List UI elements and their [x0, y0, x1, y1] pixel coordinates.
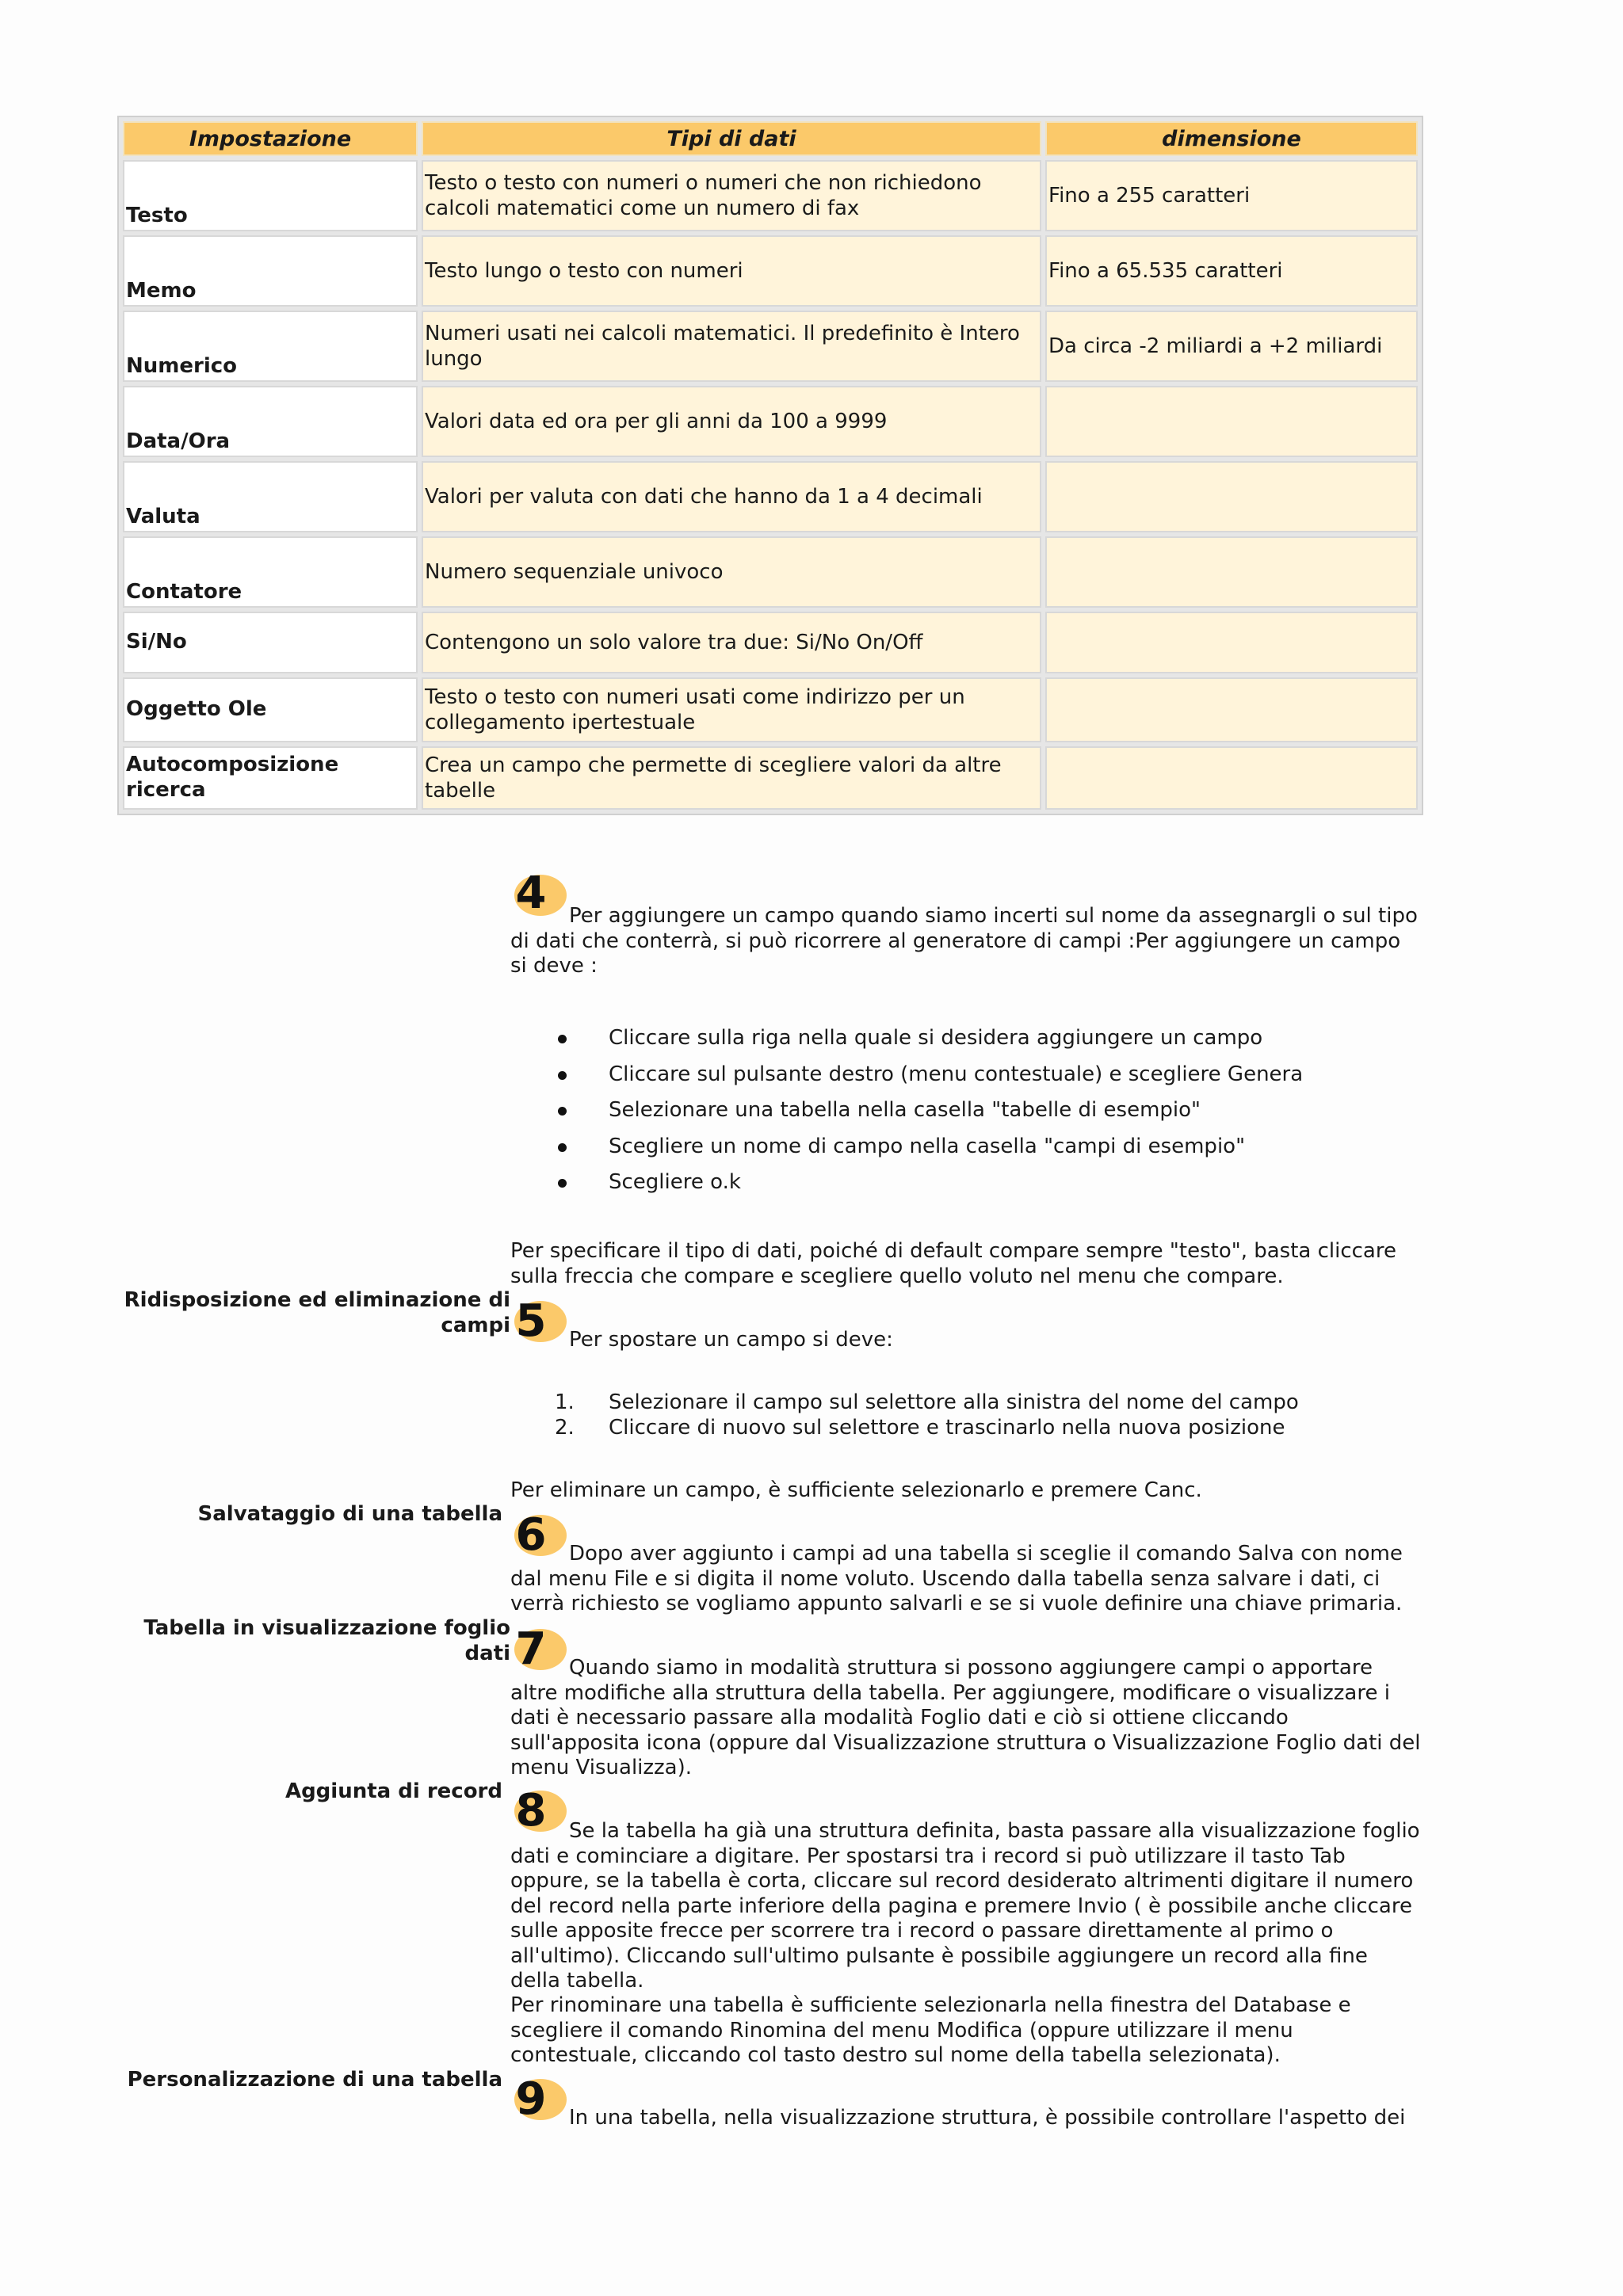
- size-cell: Da circa -2 miliardi a +2 miliardi: [1045, 311, 1418, 382]
- section6-heading: Salvataggio di una tabella: [197, 1502, 502, 1526]
- table-row: [123, 386, 1418, 457]
- table-row: [123, 746, 1418, 810]
- list-item: Cliccare sul pulsante destro (menu contestuale) e scegliere Genera: [555, 1057, 1303, 1093]
- table-row: [123, 160, 1418, 231]
- setting-cell: Si/No: [123, 612, 418, 673]
- svg-text:9: 9: [515, 2074, 547, 2123]
- size-cell: [1045, 461, 1418, 532]
- section4-after: Per specificare il tipo di dati, poiché di default compare sempre "testo", basta cliccare sulla freccia che compare e scegliere quello voluto nel menu che compare.: [510, 1239, 1396, 1288]
- setting-cell: Autocomposizione ricerca: [123, 746, 418, 810]
- step-number: 1.: [555, 1390, 575, 1414]
- header-dimensione: dimensione: [1045, 121, 1418, 156]
- svg-text:7: 7: [515, 1624, 547, 1673]
- svg-text:8: 8: [515, 1786, 547, 1835]
- section8-heading: Aggiunta di record: [285, 1779, 502, 1803]
- size-cell: Fino a 255 caratteri: [1045, 160, 1418, 231]
- size-cell: [1045, 386, 1418, 457]
- section5-heading: Ridisposizione ed eliminazione di campi: [124, 1288, 510, 1337]
- setting-cell: Testo: [123, 160, 418, 231]
- size-cell: [1045, 536, 1418, 608]
- size-cell: [1045, 612, 1418, 673]
- table-header-row: [123, 121, 1418, 156]
- table-row: [123, 235, 1418, 307]
- list-item: Selezionare una tabella nella casella "tabelle di esempio": [555, 1093, 1303, 1129]
- setting-cell: Valuta: [123, 461, 418, 532]
- table-row: [123, 311, 1418, 382]
- section9-text: In una tabella, nella visualizzazione struttura, è possibile controllare l'aspetto dei: [569, 2106, 1406, 2130]
- svg-text:4: 4: [515, 868, 547, 917]
- header-impostazione: Impostazione: [123, 121, 418, 156]
- type-cell: Valori data ed ora per gli anni da 100 a 9999: [422, 386, 1041, 457]
- svg-text:6: 6: [515, 1510, 547, 1559]
- step-text: Cliccare di nuovo sul selettore e trascinarlo nella nuova posizione: [609, 1416, 1285, 1440]
- setting-cell: Oggetto Ole: [123, 677, 418, 742]
- data-types-table: [117, 116, 1423, 815]
- type-cell: Numero sequenziale univoco: [422, 536, 1041, 608]
- type-cell: Numeri usati nei calcoli matematici. Il predefinito è Intero lungo: [422, 311, 1041, 382]
- section5-intro: Per spostare un campo si deve:: [569, 1328, 893, 1352]
- type-cell: Testo o testo con numeri usati come indirizzo per un collegamento ipertestuale: [422, 677, 1041, 742]
- table-row: [123, 677, 1418, 742]
- list-item: Cliccare sulla riga nella quale si desidera aggiungere un campo: [555, 1020, 1303, 1057]
- section7-heading: Tabella in visualizzazione foglio dati: [143, 1616, 510, 1665]
- table-row: [123, 461, 1418, 532]
- setting-cell: Numerico: [123, 311, 418, 382]
- section5-after: Per eliminare un campo, è sufficiente selezionarlo e premere Canc.: [510, 1478, 1202, 1502]
- section4-bullet-list: [555, 1020, 1303, 1201]
- type-cell: Testo lungo o testo con numeri: [422, 235, 1041, 307]
- size-cell: Fino a 65.535 caratteri: [1045, 235, 1418, 307]
- table-row: [123, 536, 1418, 608]
- number-9-icon: [510, 2074, 567, 2123]
- size-cell: [1045, 746, 1418, 810]
- setting-cell: Contatore: [123, 536, 418, 608]
- list-item: [555, 1390, 1299, 1415]
- list-item: Scegliere un nome di campo nella casella "campi di esempio": [555, 1129, 1303, 1165]
- section9-heading: Personalizzazione di una tabella: [127, 2068, 502, 2092]
- list-item: Scegliere o.k: [555, 1165, 1303, 1201]
- section8-rename: Per rinominare una tabella è sufficiente selezionarla nella finestra del Database e scegliere il comando Rinomina del menu Modifica (oppure utilizzare il menu contestuale, cliccando col tasto destro sul nome della tabella selezionata).: [510, 1993, 1351, 2067]
- header-tipi-di-dati: Tipi di dati: [422, 121, 1041, 156]
- setting-cell: Memo: [123, 235, 418, 307]
- section7-text: Quando siamo in modalità struttura si possono aggiungere campi o apportare altre modifiche alla struttura della tabella. Per aggiungere, modificare o visualizzare i dati è necessario passare alla modalità Foglio dati e ciò si ottiene cliccando sull'apposita icona (oppure dal Visualizzazione struttura o Visualizzazione Foglio dati del menu Visualizza).: [510, 1656, 1421, 1779]
- step-number: 2.: [555, 1416, 575, 1440]
- type-cell: Crea un campo che permette di scegliere valori da altre tabelle: [422, 746, 1041, 810]
- svg-text:5: 5: [515, 1296, 547, 1345]
- setting-cell: Data/Ora: [123, 386, 418, 457]
- section8-text: Se la tabella ha già una struttura definita, basta passare alla visualizzazione foglio dati e cominciare a digitare. Per spostarsi tra i record si può utilizzare il tasto Tab oppure, se la tabella è corta, cliccare sul record desiderato altrimenti digitare il numero del record nella parte inferiore della pagina e premere Invio ( è possibile anche cliccare sulle apposite frecce per scorrere tra i record o passare direttamente al primo o all'ultimo). Cliccando sull'ultimo pulsante è possibile aggiungere un record alla fine della tabella.: [510, 1819, 1420, 1993]
- section4-intro: Per aggiungere un campo quando siamo incerti sul nome da assegnargli o sul tipo di dati che conterrà, si può ricorrere al generatore di campi :Per aggiungere un campo si deve :: [510, 904, 1418, 978]
- section5-steps: [555, 1390, 1299, 1440]
- step-text: Selezionare il campo sul selettore alla sinistra del nome del campo: [609, 1390, 1299, 1414]
- type-cell: Contengono un solo valore tra due: Si/No On/Off: [422, 612, 1041, 673]
- section6-text: Dopo aver aggiunto i campi ad una tabella si sceglie il comando Salva con nome dal menu File e si digita il nome voluto. Uscendo dalla tabella senza salvare i dati, ci verrà richiesto se vogliamo appunto salvarli e se si vuole definire una chiave primaria.: [510, 1542, 1403, 1615]
- table-row: [123, 612, 1418, 673]
- number-5-icon: [510, 1296, 567, 1345]
- list-item: [555, 1415, 1299, 1440]
- type-cell: Testo o testo con numeri o numeri che non richiedono calcoli matematici come un numero di fax: [422, 160, 1041, 231]
- size-cell: [1045, 677, 1418, 742]
- type-cell: Valori per valuta con dati che hanno da 1 a 4 decimali: [422, 461, 1041, 532]
